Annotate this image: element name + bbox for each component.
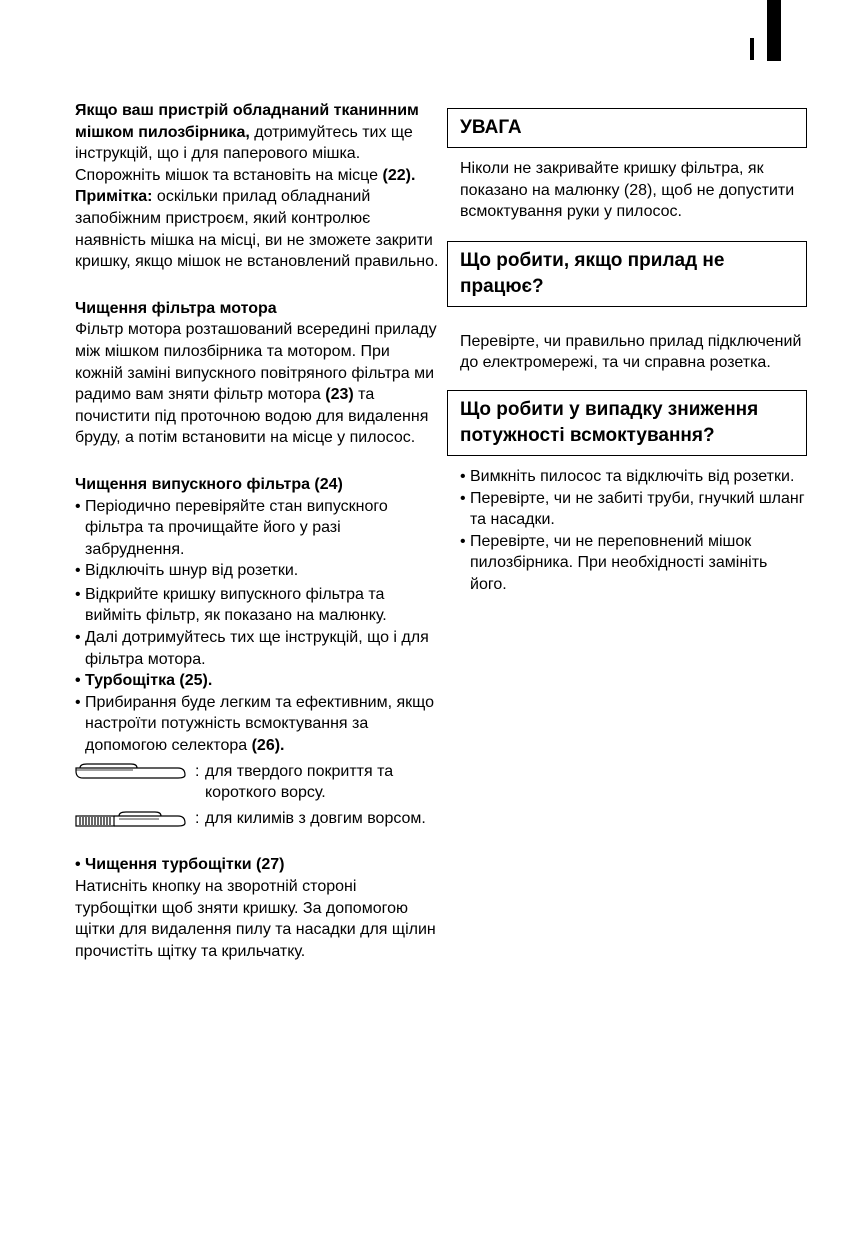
warning-box [447, 108, 807, 148]
exhaust-step-4: • Далі дотримуйтесь тих ще інструкцій, що і для фільтра мотора. [75, 629, 429, 668]
note-paragraph: Примітка: оскільки прилад обладнаний запобіжним пристроєм, який контролює наявність мішка на місці, ви не зможете закрити кришку, якщо мішок не встановлений правильно. [75, 188, 439, 271]
low-suction-item-3: • Перевірте, чи не переповнений мішок пилозбірника. При необхідності замініть його. [460, 532, 768, 593]
turbo-clean-heading: • Чищення турбощітки (27) [75, 856, 285, 874]
motor-filter-heading: Чищення фільтра мотора [75, 299, 277, 317]
motor-filter-paragraph: Фільтр мотора розташований всередині приладу між мішком пилозбірника та мотором. При кожній заміні випускного повітряного фільтра ми радимо вам зняти фільтр мотора (23) та почистити під проточною водою для видалення бруду, а потім встановити на місце у пилосос. [75, 321, 437, 447]
low-suction-title: Що робити у випадку зниження потужності всмоктування? [460, 398, 759, 446]
warning-title: УВАГА [460, 117, 522, 138]
exhaust-step-3: • Відкрийте кришку випускного фільтра та вийміть фільтр, як показано на малюнку. [75, 585, 387, 625]
left-column [75, 100, 440, 962]
bag-intro-paragraph: Якщо ваш пристрій обладнаний тканинним мішком пилозбірника, дотримуйтесь тих ще інструкцій, що і для паперового мішка. Спорожніть мішок та встановіть на місце (22). [75, 102, 419, 184]
right-column [447, 108, 807, 596]
turbo-heading: • Турбощітка (25). [75, 672, 213, 690]
not-working-box [447, 241, 807, 307]
switch-row-carpet: : для килимів з довгим ворсом. [75, 808, 440, 830]
page-edge-marker-tab [767, 0, 781, 61]
slider-carpet-icon [75, 808, 195, 830]
low-suction-item-2: • Перевірте, чи не забиті труби, гнучкий шланг та насадки. [460, 489, 805, 529]
exhaust-step-1: • Періодично перевіряйте стан випускного фільтра та прочищайте його у разі забруднення. [75, 497, 388, 558]
not-working-text: Перевірте, чи правильно прилад підключений до електромережі, та чи справна розетка. [460, 332, 802, 372]
not-working-title: Що робити, якщо прилад не працює? [460, 249, 725, 297]
exhaust-step-2: • Відключіть шнур від розетки. [75, 562, 299, 580]
low-suction-list [447, 466, 807, 596]
warning-text: Ніколи не закривайте кришку фільтра, як показано на малюнку (28), щоб не допустити всмоктування руки у пилосос. [460, 160, 795, 221]
page-edge-marker-thin [750, 38, 754, 60]
turbo-paragraph: • Прибирання буде легким та ефективним, якщо настроїти потужність всмоктування за допомогою селектора (26). [75, 693, 435, 755]
low-suction-box [447, 390, 807, 456]
exhaust-filter-heading: Чищення випускного фільтра (24) [75, 475, 343, 493]
turbo-clean-paragraph: Натисніть кнопку на зворотній стороні турбощітки щоб зняти кришку. За допомогою щітки для видалення пилу та насадки для щілин прочистіть щітку та крильчатку. [75, 878, 436, 960]
switch-row-hard-floor: : для твердого покриття та короткого ворсу. [75, 761, 440, 804]
low-suction-item-1: • Вимкніть пилосос та відключіть від розетки. [460, 467, 795, 485]
slider-hard-floor-icon [75, 761, 195, 783]
